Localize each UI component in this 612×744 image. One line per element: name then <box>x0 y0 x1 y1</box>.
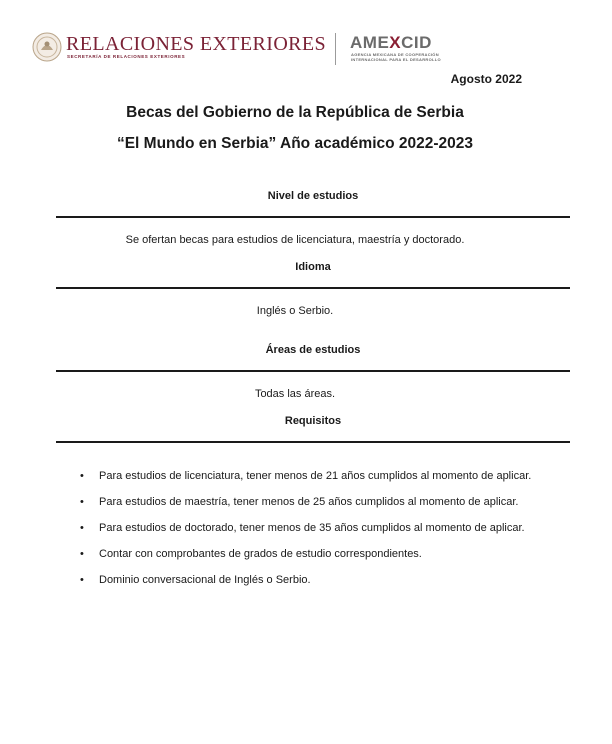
bullet-icon: • <box>80 548 84 560</box>
section-heading-areas: Áreas de estudios <box>265 344 361 356</box>
amexcid-logo-post: CID <box>401 33 432 52</box>
section-text-areas: Todas las áreas. <box>254 388 336 400</box>
list-item <box>80 548 540 561</box>
mexico-seal-icon <box>32 32 62 62</box>
list-item <box>80 574 540 587</box>
section-rule <box>56 287 570 289</box>
requirements-list <box>80 470 540 600</box>
amexcid-logo-pre: AME <box>350 33 390 52</box>
section-heading-nivel: Nivel de estudios <box>267 190 359 202</box>
document-title-line2: “El Mundo en Serbia” Año académico 2022-2023 <box>116 135 474 152</box>
section-rule <box>56 216 570 218</box>
list-item-text: Para estudios de doctorado, tener menos de 35 años cumplidos al momento de aplicar. <box>99 522 525 534</box>
sre-logo-title: RELACIONES EXTERIORES <box>66 33 327 55</box>
bullet-icon: • <box>80 496 84 508</box>
list-item-text: Para estudios de maestría, tener menos de 25 años cumplidos al momento de aplicar. <box>99 496 519 508</box>
bullet-icon: • <box>80 522 84 534</box>
amexcid-logo-subtitle: AGENCIA MEXICANA DE COOPERACIÓN INTERNACIONAL PARA EL DESARROLLO <box>351 52 441 62</box>
list-item <box>80 496 540 509</box>
list-item-text: Contar con comprobantes de grados de estudio correspondientes. <box>99 548 422 560</box>
bullet-icon: • <box>80 470 84 482</box>
section-text-idioma: Inglés o Serbio. <box>256 305 334 317</box>
section-heading-idioma: Idioma <box>295 261 331 273</box>
section-rule <box>56 370 570 372</box>
section-heading-requisitos: Requisitos <box>284 415 342 427</box>
document-header <box>30 30 470 70</box>
logo-divider <box>335 33 336 65</box>
section-text-nivel: Se ofertan becas para estudios de licenciatura, maestría y doctorado. <box>125 234 465 246</box>
document-date: Agosto 2022 <box>450 72 522 86</box>
amexcid-logo-x: X <box>389 33 402 52</box>
list-item-text: Dominio conversacional de Inglés o Serbio. <box>99 574 311 586</box>
document-title-line1: Becas del Gobierno de la República de Serbia <box>126 104 464 121</box>
list-item-text: Para estudios de licenciatura, tener menos de 21 años cumplidos al momento de aplicar. <box>99 470 532 482</box>
list-item <box>80 470 540 483</box>
bullet-icon: • <box>80 574 84 586</box>
sre-logo-subtitle: SECRETARÍA DE RELACIONES EXTERIORES <box>67 54 186 59</box>
amexcid-logo <box>350 33 432 53</box>
list-item <box>80 522 540 535</box>
section-rule <box>56 441 570 443</box>
